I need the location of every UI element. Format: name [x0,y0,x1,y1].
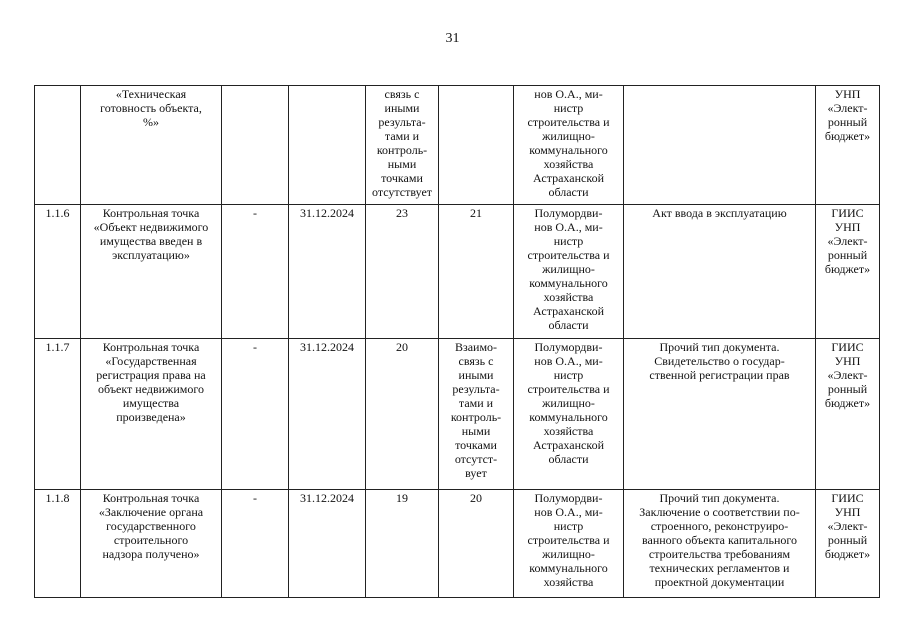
document-type: Прочий тип документа. Свидетельство о государ- ственной регистрации прав [624,339,816,490]
deadline-date: 31.12.2024 [289,205,366,339]
row-number: 1.1.7 [35,339,81,490]
row-number: 1.1.8 [35,490,81,598]
deadline-date: 31.12.2024 [289,490,366,598]
table-row [35,205,880,339]
relation-cell: связь с иными результа- тами и контроль- ными точками отсутствует [366,86,439,205]
point-name: Контрольная точка «Государственная регистрация права на объект недвижимого имущества произведена» [81,339,222,490]
document-type: Акт ввода в эксплуатацию [624,205,816,339]
information-system: УНП «Элект- ронный бюджет» [816,86,880,205]
responsible-person: Полумордви- нов О.А., ми- нистр строительства и жилищно- коммунального хозяйства Астраханской области [514,205,624,339]
point-name: Контрольная точка «Заключение органа государственного строительного надзора получено» [81,490,222,598]
relation-cell: 23 [366,205,439,339]
table-row [35,86,880,205]
row-number: 1.1.6 [35,205,81,339]
responsible-person: Полумордви- нов О.А., ми- нистр строительства и жилищно- коммунального хозяйства Астраханской области [514,339,624,490]
relation-cell: 20 [366,339,439,490]
document-table [34,85,880,598]
responsible-person: нов О.А., ми- нистр строительства и жилищно- коммунального хозяйства Астраханской области [514,86,624,205]
indicator-cell: Взаимо- связь с иными результа- тами и контроль- ными точками отсутст- вует [439,339,514,490]
page-number: 31 [445,31,460,46]
information-system: ГИИС УНП «Элект- ронный бюджет» [816,205,880,339]
information-system: ГИИС УНП «Элект- ронный бюджет» [816,490,880,598]
document-type: Прочий тип документа. Заключение о соответствии по- строенного, реконструиро- ванного объекта капитального строительства требованиям технических регламентов и проектной документации [624,490,816,598]
point-name: «Техническая готовность объекта, %» [81,86,222,205]
previous-point: - [222,490,289,598]
deadline-date: 31.12.2024 [289,339,366,490]
information-system: ГИИС УНП «Элект- ронный бюджет» [816,339,880,490]
document-type [624,86,816,205]
previous-point [222,86,289,205]
point-name: Контрольная точка «Объект недвижимого имущества введен в эксплуатацию» [81,205,222,339]
relation-cell: 19 [366,490,439,598]
indicator-cell: 21 [439,205,514,339]
responsible-person: Полумордви- нов О.А., ми- нистр строительства и жилищно- коммунального хозяйства [514,490,624,598]
indicator-cell [439,86,514,205]
previous-point: - [222,339,289,490]
deadline-date [289,86,366,205]
table-row [35,339,880,490]
indicator-cell: 20 [439,490,514,598]
previous-point: - [222,205,289,339]
table-row [35,490,880,598]
row-number [35,86,81,205]
